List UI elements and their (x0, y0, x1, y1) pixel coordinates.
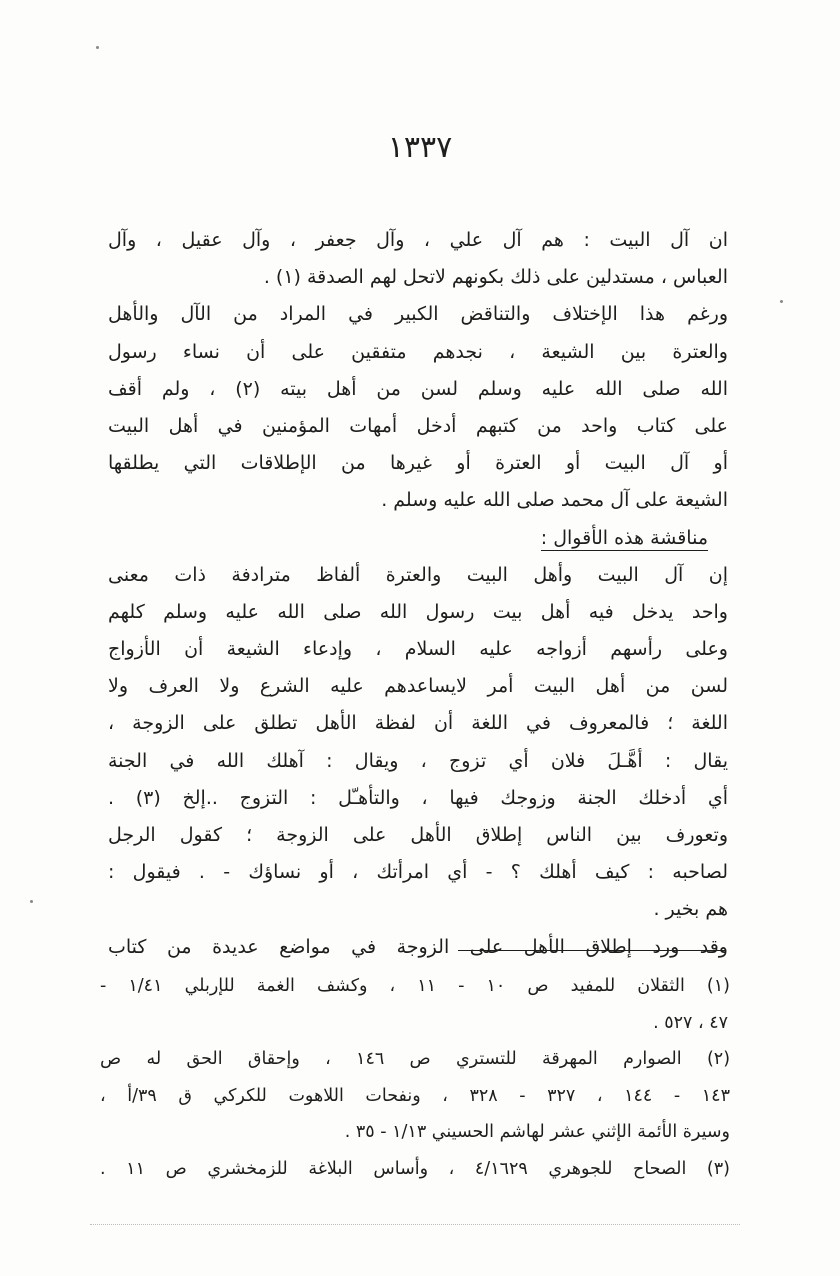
text-line: الله صلى الله عليه وسلم لسن من أهل بيته (٢) ، ولم أقف (108, 377, 728, 400)
text-line: اللغة ؛ فالمعروف في اللغة أن لفظة الأهل تطلق على الزوجة ، (108, 712, 728, 735)
text-line: والعترة بين الشيعة ، نجدهم متفقين على أن نساء رسول (108, 340, 728, 363)
footnote-divider (458, 950, 726, 951)
footnote-line: (٣) الصحاح للجوهري ٤/١٦٢٩ ، وأساس البلاغة للزمخشري ص ١١ . (100, 1158, 730, 1179)
text-line: وتعورف بين الناس إطلاق الأهل على الزوجة ؛ كقول الرجل (108, 824, 728, 846)
text-line: يقال : أهَّـلَ فلان أي تزوج ، ويقال : آهلك الله في الجنة (108, 749, 728, 772)
text-line: على كتاب واحد من كتبهم أدخل أمهات المؤمنين في أهل البيت (108, 414, 728, 437)
text-line: لسن من أهل البيت أمر لايساعدهم عليه الشرع ولا العرف ولا (108, 675, 728, 698)
text-line: هم بخير . (653, 898, 728, 921)
scan-edge-line (90, 1224, 740, 1225)
text-line: وعلى رأسهم أزواجه عليه السلام ، وإدعاء الشيعة أن الأزواج (108, 638, 728, 661)
text-line: الشيعة على آل محمد صلى الله عليه وسلم . (381, 489, 728, 512)
section-heading (108, 520, 728, 557)
text-line: ورغم هذا الإختلاف والتناقض الكبير في المراد من الآل والأهل (108, 303, 728, 326)
scan-speck (96, 46, 99, 49)
footnotes (100, 968, 730, 1187)
footnote-line: (٢) الصوارم المهرقة للتستري ص ١٤٦ ، وإحقاق الحق له ص (100, 1049, 731, 1069)
text-line: ان آل البيت : هم آل علي ، وآل جعفر ، وآل عقيل ، وآل (108, 229, 728, 251)
footnote-line: (١) الثقلان للمفيد ص ١٠ - ١١ ، وكشف الغمة للإربلي ١/٤١ - (100, 976, 730, 996)
scan-speck (780, 300, 783, 303)
main-text (108, 222, 728, 966)
text-line: أي أدخلك الجنة وزوجك فيها ، والتأهـّل : التزوج ..إلخ (٣) . (108, 786, 728, 809)
text-line: إن آل البيت وأهل البيت والعترة ألفاظ مترادفة ذات معنى (108, 563, 728, 586)
text-line: أو آل البيت أو العترة أو غيرها من الإطلاقات التي يطلقها (108, 452, 728, 475)
footnote-line: وسيرة الأئمة الإثني عشر لهاشم الحسيني ١/١٣ - ٣٥ . (344, 1122, 730, 1142)
footnote-line: ٤٧ ، ٥٢٧ . (653, 1012, 728, 1033)
text-line: وقد ورد إطلاق الأهل على الزوجة في مواضع عديدة من كتاب (108, 935, 728, 958)
footnote-line: ١٤٣ - ١٤٤ ، ٣٢٧ - ٣٢٨ ، ونفحات اللاهوت للكركي ق ٣٩/أ ، (100, 1085, 730, 1106)
text-line: العباس ، مستدلين على ذلك بكونهم لاتحل لهم الصدقة (١) . (263, 266, 728, 289)
page-number: ١٣٣٧ (387, 130, 453, 165)
scan-speck (30, 900, 33, 903)
text-line: لصاحبه : كيف أهلك ؟ - أي امرأتك ، أو نساؤك - . فيقول : (108, 861, 728, 884)
section-heading-text: مناقشة هذه الأقوال : (540, 526, 708, 549)
text-line: واحد يدخل فيه أهل بيت رسول الله صلى الله عليه وسلم كلهم (108, 600, 728, 623)
